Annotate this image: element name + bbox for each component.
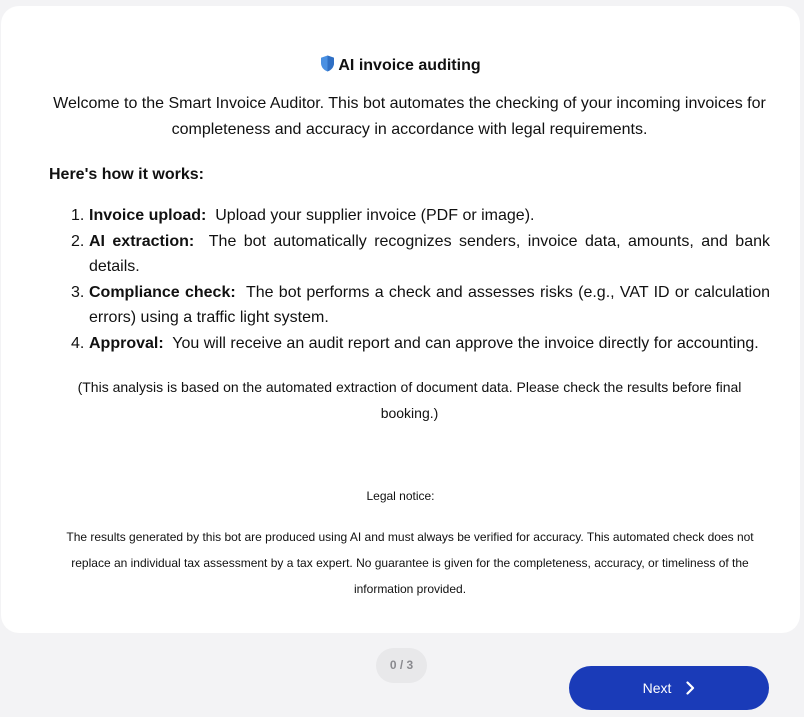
step-number: 4.	[71, 334, 85, 352]
chevron-right-icon	[685, 681, 695, 695]
step-number: 1.	[71, 207, 85, 224]
next-button-label: Next	[642, 680, 672, 696]
step-number: 3.	[71, 283, 85, 301]
legal-notice-text: The results generated by this bot are produced using AI and must always be verified for accuracy. This automated check does not replace an individual tax assessment by a tax expert. No guarantee is given for the completeness, accuracy, or timeliness of the information provided.	[66, 530, 754, 596]
step-text: You will receive an audit report and can approve the invoice directly for accounting.	[172, 334, 759, 352]
next-button[interactable]	[569, 666, 769, 710]
step-text: The bot performs a check and assesses risks (e.g., VAT ID or calculation errors) using a traffic light system.	[89, 283, 770, 326]
card-title	[1, 55, 800, 76]
step-item	[71, 331, 770, 357]
step-counter: 0 / 3	[376, 648, 427, 683]
intro-card	[1, 6, 800, 633]
analysis-note: (This analysis is based on the automated extraction of document data. Please check the results before final booking.)	[77, 379, 742, 421]
step-label: AI extraction:	[89, 232, 195, 250]
step-item	[71, 229, 771, 280]
step-item	[71, 203, 770, 229]
card-title-text: AI invoice auditing	[338, 57, 481, 74]
step-text: Upload your supplier invoice (PDF or image).	[215, 207, 535, 224]
shield-icon	[320, 55, 335, 72]
legal-notice-title: Legal notice:	[366, 489, 435, 503]
step-label: Invoice upload:	[89, 207, 207, 224]
step-text: The bot automatically recognizes senders, invoice data, amounts, and bank details.	[89, 232, 771, 275]
step-number: 2.	[71, 232, 85, 250]
howto-heading: Here's how it works:	[49, 166, 204, 183]
intro-text: Welcome to the Smart Invoice Auditor. This bot automates the checking of your incoming invoices for completeness and accuracy in accordance with legal requirements.	[53, 95, 766, 138]
steps-list	[71, 203, 771, 356]
step-label: Approval:	[89, 334, 164, 352]
step-item	[71, 280, 770, 331]
step-label: Compliance check:	[89, 283, 236, 301]
